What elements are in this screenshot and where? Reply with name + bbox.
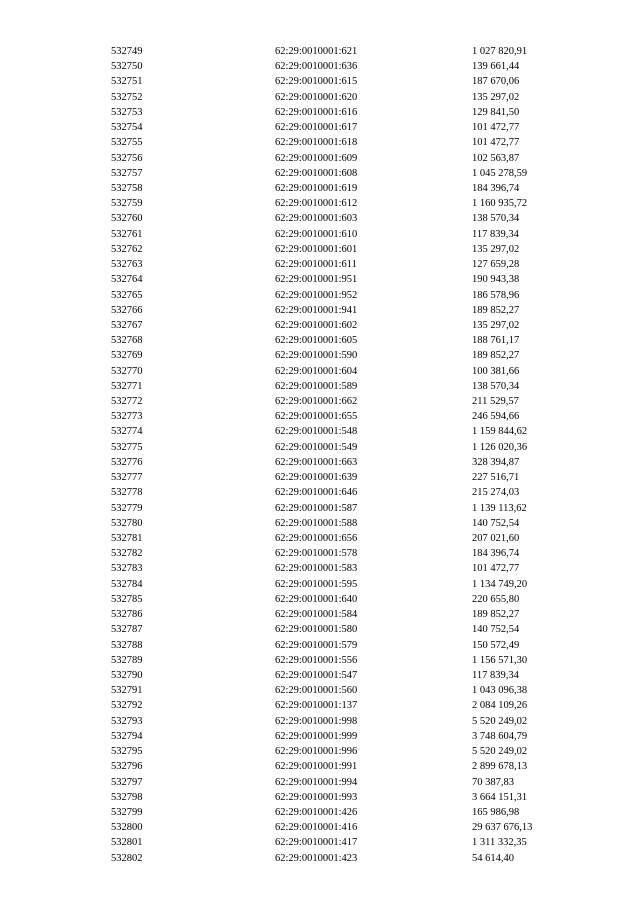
cadastral-number: 62:29:0010001:615 bbox=[275, 76, 358, 88]
table-row bbox=[0, 440, 640, 455]
row-number: 532762 bbox=[111, 243, 143, 255]
table-row bbox=[0, 470, 640, 485]
cadastral-value: 1 139 113,62 bbox=[472, 502, 527, 514]
table-row bbox=[0, 714, 640, 729]
table-row bbox=[0, 318, 640, 333]
cadastral-value: 1 159 844,62 bbox=[472, 426, 528, 438]
cadastral-number: 62:29:0010001:579 bbox=[275, 639, 358, 651]
row-number: 532759 bbox=[111, 198, 143, 210]
cadastral-value: 189 852,27 bbox=[472, 350, 520, 362]
table-row bbox=[0, 592, 640, 607]
cadastral-number: 62:29:0010001:547 bbox=[275, 669, 358, 681]
table-row bbox=[0, 775, 640, 790]
row-number: 532749 bbox=[111, 46, 143, 57]
row-number: 532773 bbox=[111, 411, 143, 423]
table-row bbox=[0, 561, 640, 576]
row-number: 532778 bbox=[111, 487, 143, 499]
cadastral-value: 100 381,66 bbox=[472, 365, 520, 377]
row-number: 532785 bbox=[111, 593, 143, 605]
cadastral-number: 62:29:0010001:589 bbox=[275, 380, 358, 392]
cadastral-value: 189 852,27 bbox=[472, 609, 520, 621]
cadastral-value: 246 594,66 bbox=[472, 411, 520, 423]
cadastral-value: 138 570,34 bbox=[472, 213, 520, 225]
cadastral-value: 139 661,44 bbox=[472, 61, 520, 73]
cadastral-value: 117 839,34 bbox=[472, 228, 519, 240]
row-number: 532755 bbox=[111, 137, 143, 149]
table-row bbox=[0, 805, 640, 820]
table-row bbox=[0, 409, 640, 424]
row-number: 532750 bbox=[111, 61, 143, 73]
cadastral-value: 1 160 935,72 bbox=[472, 198, 528, 210]
table-row bbox=[0, 379, 640, 394]
cadastral-number: 62:29:0010001:604 bbox=[275, 365, 358, 377]
cadastral-number: 62:29:0010001:578 bbox=[275, 548, 358, 560]
table-row bbox=[0, 577, 640, 592]
table-row bbox=[0, 242, 640, 257]
table-row bbox=[0, 394, 640, 409]
cadastral-value: 129 841,50 bbox=[472, 106, 520, 118]
cadastral-number: 62:29:0010001:609 bbox=[275, 152, 358, 164]
cadastral-value: 215 274,03 bbox=[472, 487, 520, 499]
cadastral-value: 101 472,77 bbox=[472, 563, 520, 575]
table-row bbox=[0, 683, 640, 698]
cadastral-number: 62:29:0010001:621 bbox=[275, 46, 358, 57]
row-number: 532765 bbox=[111, 289, 143, 301]
row-number: 532777 bbox=[111, 472, 143, 484]
table-row bbox=[0, 622, 640, 637]
cadastral-value: 165 986,98 bbox=[472, 806, 520, 818]
table-row bbox=[0, 698, 640, 713]
row-number: 532760 bbox=[111, 213, 143, 225]
cadastral-value: 29 637 676,13 bbox=[472, 822, 533, 834]
table-row bbox=[0, 211, 640, 226]
table-row bbox=[0, 272, 640, 287]
row-number: 532802 bbox=[111, 852, 143, 864]
table-row bbox=[0, 59, 640, 74]
cadastral-value: 1 027 820,91 bbox=[472, 46, 528, 57]
cadastral-value: 220 655,80 bbox=[472, 593, 520, 605]
cadastral-value: 1 156 571,30 bbox=[472, 654, 528, 666]
cadastral-number: 62:29:0010001:619 bbox=[275, 182, 358, 194]
table-row bbox=[0, 288, 640, 303]
row-number: 532782 bbox=[111, 548, 143, 560]
cadastral-number: 62:29:0010001:602 bbox=[275, 319, 358, 331]
cadastral-value: 101 472,77 bbox=[472, 137, 520, 149]
row-number: 532752 bbox=[111, 91, 143, 103]
cadastral-value: 3 664 151,31 bbox=[472, 791, 528, 803]
table-row bbox=[0, 257, 640, 272]
row-number: 532793 bbox=[111, 715, 143, 727]
cadastral-value: 187 670,06 bbox=[472, 76, 520, 88]
cadastral-number: 62:29:0010001:588 bbox=[275, 517, 358, 529]
cadastral-value: 127 659,28 bbox=[472, 259, 520, 271]
table-row bbox=[0, 196, 640, 211]
cadastral-value: 5 520 249,02 bbox=[472, 746, 528, 758]
cadastral-number: 62:29:0010001:584 bbox=[275, 609, 358, 621]
cadastral-number: 62:29:0010001:560 bbox=[275, 685, 358, 697]
row-number: 532764 bbox=[111, 274, 143, 286]
cadastral-number: 62:29:0010001:605 bbox=[275, 335, 358, 347]
table-row bbox=[0, 531, 640, 546]
cadastral-value: 1 134 749,20 bbox=[472, 578, 528, 590]
table-row bbox=[0, 90, 640, 105]
cadastral-number: 62:29:0010001:636 bbox=[275, 61, 358, 73]
row-number: 532792 bbox=[111, 700, 143, 712]
cadastral-value: 101 472,77 bbox=[472, 122, 520, 134]
cadastral-number: 62:29:0010001:639 bbox=[275, 472, 358, 484]
cadastral-number: 62:29:0010001:595 bbox=[275, 578, 358, 590]
cadastral-value: 135 297,02 bbox=[472, 243, 520, 255]
row-number: 532800 bbox=[111, 822, 143, 834]
cadastral-value: 328 394,87 bbox=[472, 456, 520, 468]
row-number: 532771 bbox=[111, 380, 143, 392]
cadastral-value: 207 021,60 bbox=[472, 533, 520, 544]
row-number: 532772 bbox=[111, 396, 143, 408]
cadastral-number: 62:29:0010001:941 bbox=[275, 304, 358, 316]
table-row bbox=[0, 485, 640, 500]
cadastral-number: 62:29:0010001:549 bbox=[275, 441, 358, 453]
table-row bbox=[0, 455, 640, 470]
row-number: 532761 bbox=[111, 228, 143, 240]
cadastral-number: 62:29:0010001:417 bbox=[275, 837, 358, 849]
table-row bbox=[0, 105, 640, 120]
row-number: 532769 bbox=[111, 350, 143, 362]
row-number: 532789 bbox=[111, 654, 143, 666]
cadastral-value: 2 084 109,26 bbox=[472, 700, 528, 712]
table-row bbox=[0, 790, 640, 805]
cadastral-number: 62:29:0010001:646 bbox=[275, 487, 358, 499]
row-number: 532779 bbox=[111, 502, 143, 514]
cadastral-value: 150 572,49 bbox=[472, 639, 520, 651]
cadastral-number: 62:29:0010001:655 bbox=[275, 411, 358, 423]
row-number: 532774 bbox=[111, 426, 143, 438]
table-row bbox=[0, 166, 640, 181]
cadastral-value: 189 852,27 bbox=[472, 304, 520, 316]
row-number: 532797 bbox=[111, 776, 143, 788]
table-row bbox=[0, 744, 640, 759]
cadastral-number: 62:29:0010001:994 bbox=[275, 776, 358, 788]
cadastral-value: 1 043 096,38 bbox=[472, 685, 528, 697]
cadastral-number: 62:29:0010001:996 bbox=[275, 746, 358, 758]
row-number: 532781 bbox=[111, 533, 143, 544]
table-row bbox=[0, 151, 640, 166]
row-number: 532794 bbox=[111, 730, 143, 742]
table-row bbox=[0, 135, 640, 150]
row-number: 532787 bbox=[111, 624, 143, 636]
cadastral-number: 62:29:0010001:583 bbox=[275, 563, 358, 575]
cadastral-value: 1 045 278,59 bbox=[472, 167, 528, 179]
cadastral-number: 62:29:0010001:416 bbox=[275, 822, 358, 834]
cadastral-value-table bbox=[0, 44, 640, 866]
cadastral-value: 5 520 249,02 bbox=[472, 715, 528, 727]
table-row bbox=[0, 424, 640, 439]
row-number: 532754 bbox=[111, 122, 143, 134]
table-row bbox=[0, 303, 640, 318]
cadastral-value: 140 752,54 bbox=[472, 517, 520, 529]
row-number: 532801 bbox=[111, 837, 143, 849]
cadastral-number: 62:29:0010001:556 bbox=[275, 654, 358, 666]
row-number: 532775 bbox=[111, 441, 143, 453]
table-row bbox=[0, 638, 640, 653]
row-number: 532788 bbox=[111, 639, 143, 651]
row-number: 532757 bbox=[111, 167, 143, 179]
cadastral-value: 135 297,02 bbox=[472, 91, 520, 103]
cadastral-value: 1 311 332,35 bbox=[472, 837, 527, 849]
row-number: 532796 bbox=[111, 761, 143, 773]
table-row bbox=[0, 74, 640, 89]
row-number: 532799 bbox=[111, 806, 143, 818]
cadastral-number: 62:29:0010001:952 bbox=[275, 289, 358, 301]
row-number: 532767 bbox=[111, 319, 143, 331]
table-row bbox=[0, 820, 640, 835]
cadastral-number: 62:29:0010001:137 bbox=[275, 700, 358, 712]
table-row bbox=[0, 501, 640, 516]
row-number: 532790 bbox=[111, 669, 143, 681]
cadastral-number: 62:29:0010001:640 bbox=[275, 593, 358, 605]
table-row bbox=[0, 364, 640, 379]
cadastral-value: 190 943,38 bbox=[472, 274, 520, 286]
row-number: 532776 bbox=[111, 456, 143, 468]
cadastral-number: 62:29:0010001:590 bbox=[275, 350, 358, 362]
cadastral-number: 62:29:0010001:426 bbox=[275, 806, 358, 818]
cadastral-number: 62:29:0010001:656 bbox=[275, 533, 358, 544]
cadastral-number: 62:29:0010001:662 bbox=[275, 396, 358, 408]
table-row bbox=[0, 348, 640, 363]
table-row bbox=[0, 181, 640, 196]
cadastral-value: 227 516,71 bbox=[472, 472, 520, 484]
cadastral-value: 102 563,87 bbox=[472, 152, 520, 164]
row-number: 532783 bbox=[111, 563, 143, 575]
table-row bbox=[0, 333, 640, 348]
cadastral-value: 2 899 678,13 bbox=[472, 761, 528, 773]
cadastral-number: 62:29:0010001:612 bbox=[275, 198, 358, 210]
cadastral-number: 62:29:0010001:999 bbox=[275, 730, 358, 742]
cadastral-number: 62:29:0010001:548 bbox=[275, 426, 358, 438]
cadastral-number: 62:29:0010001:611 bbox=[275, 259, 357, 271]
cadastral-value: 3 748 604,79 bbox=[472, 730, 528, 742]
cadastral-number: 62:29:0010001:587 bbox=[275, 502, 358, 514]
row-number: 532763 bbox=[111, 259, 143, 271]
row-number: 532780 bbox=[111, 517, 143, 529]
row-number: 532791 bbox=[111, 685, 143, 697]
row-number: 532768 bbox=[111, 335, 143, 347]
row-number: 532786 bbox=[111, 609, 143, 621]
row-number: 532758 bbox=[111, 182, 143, 194]
cadastral-value: 186 578,96 bbox=[472, 289, 520, 301]
cadastral-number: 62:29:0010001:580 bbox=[275, 624, 358, 636]
cadastral-value: 117 839,34 bbox=[472, 669, 519, 681]
cadastral-number: 62:29:0010001:608 bbox=[275, 167, 358, 179]
cadastral-number: 62:29:0010001:601 bbox=[275, 243, 358, 255]
cadastral-number: 62:29:0010001:991 bbox=[275, 761, 358, 773]
cadastral-number: 62:29:0010001:603 bbox=[275, 213, 358, 225]
cadastral-number: 62:29:0010001:618 bbox=[275, 137, 358, 149]
cadastral-value: 188 761,17 bbox=[472, 335, 520, 347]
table-row bbox=[0, 120, 640, 135]
cadastral-value: 184 396,74 bbox=[472, 548, 520, 560]
cadastral-value: 184 396,74 bbox=[472, 182, 520, 194]
table-row bbox=[0, 759, 640, 774]
cadastral-number: 62:29:0010001:617 bbox=[275, 122, 358, 134]
table-row bbox=[0, 516, 640, 531]
cadastral-number: 62:29:0010001:423 bbox=[275, 852, 358, 864]
table-row bbox=[0, 653, 640, 668]
table-row bbox=[0, 835, 640, 850]
cadastral-number: 62:29:0010001:998 bbox=[275, 715, 358, 727]
cadastral-number: 62:29:0010001:663 bbox=[275, 456, 358, 468]
cadastral-value: 1 126 020,36 bbox=[472, 441, 528, 453]
cadastral-number: 62:29:0010001:610 bbox=[275, 228, 358, 240]
table-row bbox=[0, 729, 640, 744]
cadastral-value: 140 752,54 bbox=[472, 624, 520, 636]
cadastral-value: 138 570,34 bbox=[472, 380, 520, 392]
row-number: 532766 bbox=[111, 304, 143, 316]
row-number: 532770 bbox=[111, 365, 143, 377]
row-number: 532798 bbox=[111, 791, 143, 803]
row-number: 532753 bbox=[111, 106, 143, 118]
cadastral-value: 54 614,40 bbox=[472, 852, 514, 864]
cadastral-value: 135 297,02 bbox=[472, 319, 520, 331]
cadastral-value: 211 529,57 bbox=[472, 396, 519, 408]
table-row bbox=[0, 851, 640, 866]
cadastral-number: 62:29:0010001:951 bbox=[275, 274, 358, 286]
row-number: 532751 bbox=[111, 76, 143, 88]
cadastral-number: 62:29:0010001:620 bbox=[275, 91, 358, 103]
cadastral-number: 62:29:0010001:993 bbox=[275, 791, 358, 803]
cadastral-number: 62:29:0010001:616 bbox=[275, 106, 358, 118]
table-row bbox=[0, 44, 640, 59]
row-number: 532795 bbox=[111, 746, 143, 758]
table-row bbox=[0, 668, 640, 683]
cadastral-value: 70 387,83 bbox=[472, 776, 514, 788]
table-row bbox=[0, 546, 640, 561]
row-number: 532784 bbox=[111, 578, 143, 590]
table-row bbox=[0, 607, 640, 622]
table-row bbox=[0, 227, 640, 242]
row-number: 532756 bbox=[111, 152, 143, 164]
